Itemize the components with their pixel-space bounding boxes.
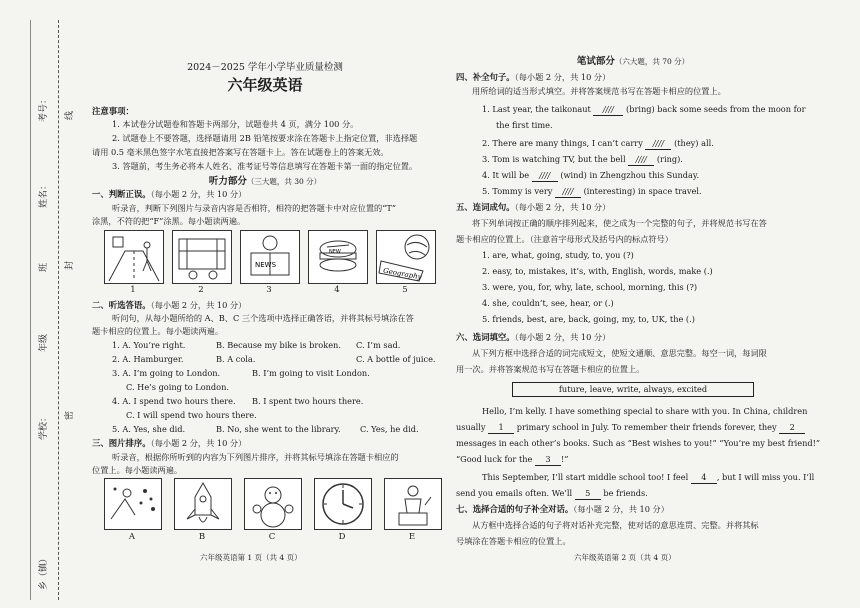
note-item-2-cont: 请用 0.5 毫米黑色签字水笔直接把答案写在答题卡上。答在试题卷上的答案无效。 — [92, 147, 389, 157]
sec2-q4-b: B. I spent two hours there. — [252, 396, 364, 406]
sec4-q5-blank: //// — [555, 186, 581, 198]
note-item-1: 1. 本试卷分试题卷和答题卡两部分，试题卷共 4 页，满分 100 分。 — [112, 119, 359, 129]
sec6-line4-pre: “Good luck for the — [456, 454, 533, 464]
sec2-title: 二、听选答语。 — [92, 300, 151, 310]
binding-secret-mark: 密 — [65, 410, 75, 420]
listening-sub: （三大题，共 30 分） — [246, 177, 322, 186]
binding-solid-line — [30, 20, 31, 600]
sec6-para-line-2 — [456, 422, 805, 434]
binding-seal-mark: 封 — [65, 260, 75, 270]
sec6-line4-post: !” — [560, 454, 569, 464]
sec1-picture-1 — [104, 230, 164, 284]
sec4-q4 — [482, 170, 699, 182]
sec1-picture-4 — [308, 230, 368, 284]
right-column — [452, 0, 821, 608]
footer-right-page-number: 六年级英语第 2 页（共 4 页） — [574, 553, 676, 562]
sec6-line5-pre: This September, I’ll start middle school too! I feel — [482, 472, 689, 482]
sec6-instr-2: 用一次。并将答案规范书写在答题卡相应的位置上。 — [456, 364, 645, 374]
sec4-score: （每小题 2 分，共 10 分） — [514, 72, 611, 82]
sec6-blank-5: 5 — [575, 488, 601, 500]
footer-left-page-number: 六年级英语第 1 页（共 4 页） — [200, 553, 302, 562]
sec4-q1-text-a: 1. Last year, the taikonaut — [482, 104, 591, 114]
sec2-q2-b: B. A cola. — [216, 354, 256, 364]
sec4-q5-text-b: (interesting) in space travel. — [583, 186, 702, 196]
sec5-item-2: 2. easy, to, mistakes, it’s, with, English, words, make (.) — [482, 266, 713, 276]
sec4-q3-text-b: (ring). — [656, 154, 683, 164]
sec4-q1-cont: the first time. — [496, 120, 553, 130]
binding-kaohao-label: 考号： — [39, 94, 49, 122]
sec3-label-e: E — [408, 532, 416, 542]
binding-name-label: 姓名： — [39, 180, 49, 208]
sec3-picture-c — [244, 478, 302, 530]
binding-township-label: 乡（镇） — [39, 553, 49, 590]
sec4-q1-blank: //// — [593, 104, 623, 116]
sec2-q3-a: 3. A. I’m going to London. — [112, 368, 221, 378]
sec5-item-1: 1. are, what, going, study, to, you (?) — [482, 250, 634, 260]
sec5-item-4: 4. she, couldn’t, see, hear, or (.) — [482, 298, 614, 308]
sec6-line6-post: be friends. — [603, 488, 648, 498]
sec5-instr-2: 题卡相应的位置上。（注意首字母形式及括号内的标点符号） — [456, 234, 673, 244]
sec2-q5-b: B. No, she went to the library. — [216, 424, 341, 434]
sec3-picture-a — [104, 478, 162, 530]
binding-line-mark: 线 — [65, 110, 75, 120]
sec1-label-2: 2 — [198, 285, 204, 295]
sec5-instr-1: 将下列单词按正确的顺序排列起来，使之成为一个完整的句子，并将规范书写在答 — [472, 218, 767, 228]
sec4-q1 — [482, 104, 806, 116]
sec6-score: （每小题 2 分，共 10 分） — [514, 332, 611, 342]
sec2-header — [92, 300, 246, 311]
sec6-blank-2: 2 — [779, 422, 805, 434]
sec2-q4-a: 4. A. I spend two hours there. — [112, 396, 236, 406]
listening-header — [90, 176, 440, 187]
sec3-label-c: C — [268, 532, 276, 542]
sec4-q2-blank: //// — [645, 138, 671, 150]
sec2-instr-1: 听问句，从每小题所给的 A、B、C 三个选项中选择正确答语，并将其标号填涂在答 — [112, 313, 414, 323]
sec6-line2-pre: usually — [456, 422, 486, 432]
sec3-label-a: A — [128, 532, 136, 542]
sec3-picture-d — [314, 478, 372, 530]
sec6-header — [456, 332, 610, 343]
sec1-picture-3-text: NEWS — [255, 261, 277, 269]
sec5-header — [456, 202, 610, 213]
binding-class-label: 班 — [39, 262, 49, 272]
sec3-label-d: D — [338, 532, 346, 542]
note-item-2: 2. 试题卷上不要答题，选择题请用 2B 铅笔按要求涂在答题卡上指定位置，非选择题 — [112, 133, 418, 143]
sec7-score: （每小题 2 分，共 10 分） — [573, 504, 669, 514]
written-sub: （六大题，共 70 分） — [614, 57, 690, 66]
sec4-header — [456, 72, 610, 83]
sec4-q2-text-b: (they) all. — [674, 138, 714, 148]
sec6-para-line-4 — [456, 454, 568, 466]
sec1-label-3: 3 — [266, 285, 272, 295]
sec6-title: 六、选词填空。 — [456, 332, 515, 342]
listening-title: 听力部分 — [208, 176, 247, 187]
sec1-picture-5-text: Geography — [382, 266, 423, 282]
sec6-para-line-6 — [456, 488, 648, 500]
written-header — [452, 56, 814, 67]
sec4-q1-text-b: (bring) back some seeds from the moon for — [626, 104, 806, 114]
binding-margin — [0, 0, 82, 608]
subject-title: 六年级英语 — [227, 76, 303, 94]
sec6-line6-pre: send you emails often. We’ll — [456, 488, 573, 498]
sec1-header — [92, 189, 246, 200]
sec4-q5-text-a: 5. Tommy is very — [482, 186, 553, 196]
sec6-blank-3: 3 — [535, 454, 561, 466]
sec4-q5 — [482, 186, 702, 198]
sec1-picture-5 — [376, 230, 436, 284]
sec1-picture-2 — [172, 230, 232, 284]
sec1-score: （每小题 2 分，共 10 分） — [150, 189, 247, 199]
sec6-para-line-5 — [482, 472, 814, 484]
sec2-q1-a: 1. A. You’re right. — [112, 340, 186, 350]
sec3-title: 三、图片排序。 — [92, 438, 151, 448]
sec2-q1-b: B. Because my bike is broken. — [216, 340, 341, 350]
sec2-q4-c: C. I will spend two hours there. — [126, 410, 257, 420]
sec3-score: （每小题 2 分，共 10 分） — [150, 438, 247, 448]
sec4-q4-blank: //// — [532, 170, 558, 182]
binding-grade-label: 年级 — [39, 333, 49, 352]
note-item-3: 3. 答题前，考生务必将本人姓名、准考证号等信息填写在答题卡第一面的指定位置。 — [112, 161, 418, 171]
sec7-instr-2: 号填涂在答题卡相应的位置上。 — [456, 536, 571, 546]
sec3-instr-1: 听录音，根据你所听到的内容为下列图片排序，并将其标号填涂在答题卡相应的 — [112, 452, 399, 462]
sec7-title: 七、选择合适的句子补全对话。 — [456, 504, 574, 514]
binding-school-label: 学校： — [39, 412, 49, 440]
sec4-q4-text-b: (wind) in Zhengzhou this Sunday. — [560, 170, 700, 180]
sec3-header — [92, 438, 246, 449]
sec1-picture-3 — [240, 230, 300, 284]
sec2-q3-c: C. He’s going to London. — [126, 382, 229, 392]
binding-cut-line — [58, 20, 59, 600]
sec6-line5-post: , but I will miss you. I’ll — [716, 472, 815, 482]
sec3-picture-b — [174, 478, 232, 530]
sec1-title: 一、判断正误。 — [92, 189, 151, 199]
sec5-title: 五、连词成句。 — [456, 202, 515, 212]
sec6-line2-mid: primary school in July. To remember their friends forever, they — [516, 422, 777, 432]
sec1-instr-1: 听录音，判断下列图片与录音内容是否相符，相符的把答题卡中对应位置的“T” — [112, 203, 397, 213]
sec2-instr-2: 题卡相应的位置上。每小题读两遍。 — [92, 326, 224, 336]
sec7-instr-1: 从方框中选择合适的句子将对话补充完整，使对话的意思连贯、完整。并将其标 — [472, 520, 759, 530]
sec4-q2-text-a: 2. There are many things, I can’t carry — [482, 138, 643, 148]
sec5-score: （每小题 2 分，共 10 分） — [514, 202, 611, 212]
sec6-instr-1: 从下列方框中选择合适的词完成短文，使短文通顺、意思完整。每空一词，每词限 — [472, 348, 767, 358]
sec4-q3 — [482, 154, 683, 166]
sec1-label-4: 4 — [334, 285, 340, 295]
sec2-q2-a: 2. A. Hamburger. — [112, 354, 184, 364]
sec3-picture-e — [384, 478, 442, 530]
sec5-item-5: 5. friends, best, are, back, going, my, to, UK, the (.) — [482, 314, 695, 324]
sec6-para-line-1: Hello, I’m kelly. I have something special to share with you. In China, children — [482, 406, 808, 416]
exam-title: 2024－2025 学年小学毕业质量检测 — [187, 62, 343, 73]
sec1-picture-4-text: NEW — [329, 249, 341, 255]
sec6-blank-1: 1 — [488, 422, 514, 434]
sec4-title: 四、补全句子。 — [456, 72, 515, 82]
written-title: 笔试部分 — [576, 56, 615, 67]
notes-title: 注意事项： — [92, 106, 134, 116]
sec4-q3-blank: //// — [628, 154, 654, 166]
sec7-header — [456, 504, 669, 515]
left-column — [90, 0, 440, 608]
sec2-score: （每小题 2 分，共 10 分） — [150, 300, 247, 310]
sec4-q4-text-a: 4. It will be — [482, 170, 530, 180]
sec2-q5-c: C. Yes, he did. — [360, 424, 419, 434]
sec2-q1-c: C. I’m sad. — [356, 340, 401, 350]
sec4-q2 — [482, 138, 714, 150]
sec3-instr-2: 位置上。每小题读两遍。 — [92, 465, 183, 475]
sec1-instr-2: 涂黑，不符的把“F”涂黑。每小题读两遍。 — [92, 216, 246, 226]
sec6-para-line-3: messages in each other’s books. Such as “Best wishes to you!” “You’re my best friend!” — [456, 438, 821, 448]
sec6-blank-4: 4 — [691, 472, 717, 484]
sec3-label-b: B — [198, 532, 206, 542]
sec1-label-5: 5 — [402, 285, 408, 295]
sec4-instr: 用所给词的适当形式填空。并将答案规范书写在答题卡相应的位置上。 — [472, 86, 726, 96]
sec2-q5-a: 5. A. Yes, she did. — [112, 424, 186, 434]
sec1-label-1: 1 — [130, 285, 136, 295]
sec2-q3-b: B. I’m going to visit London. — [252, 368, 370, 378]
sec2-q2-c: C. A bottle of juice. — [356, 354, 436, 364]
sec6-word-box: future, leave, write, always, excited — [512, 382, 754, 397]
sec4-q3-text-a: 3. Tom is watching TV, but the bell — [482, 154, 626, 164]
sec5-item-3: 3. were, you, for, why, late, school, morning, this (?) — [482, 282, 698, 292]
